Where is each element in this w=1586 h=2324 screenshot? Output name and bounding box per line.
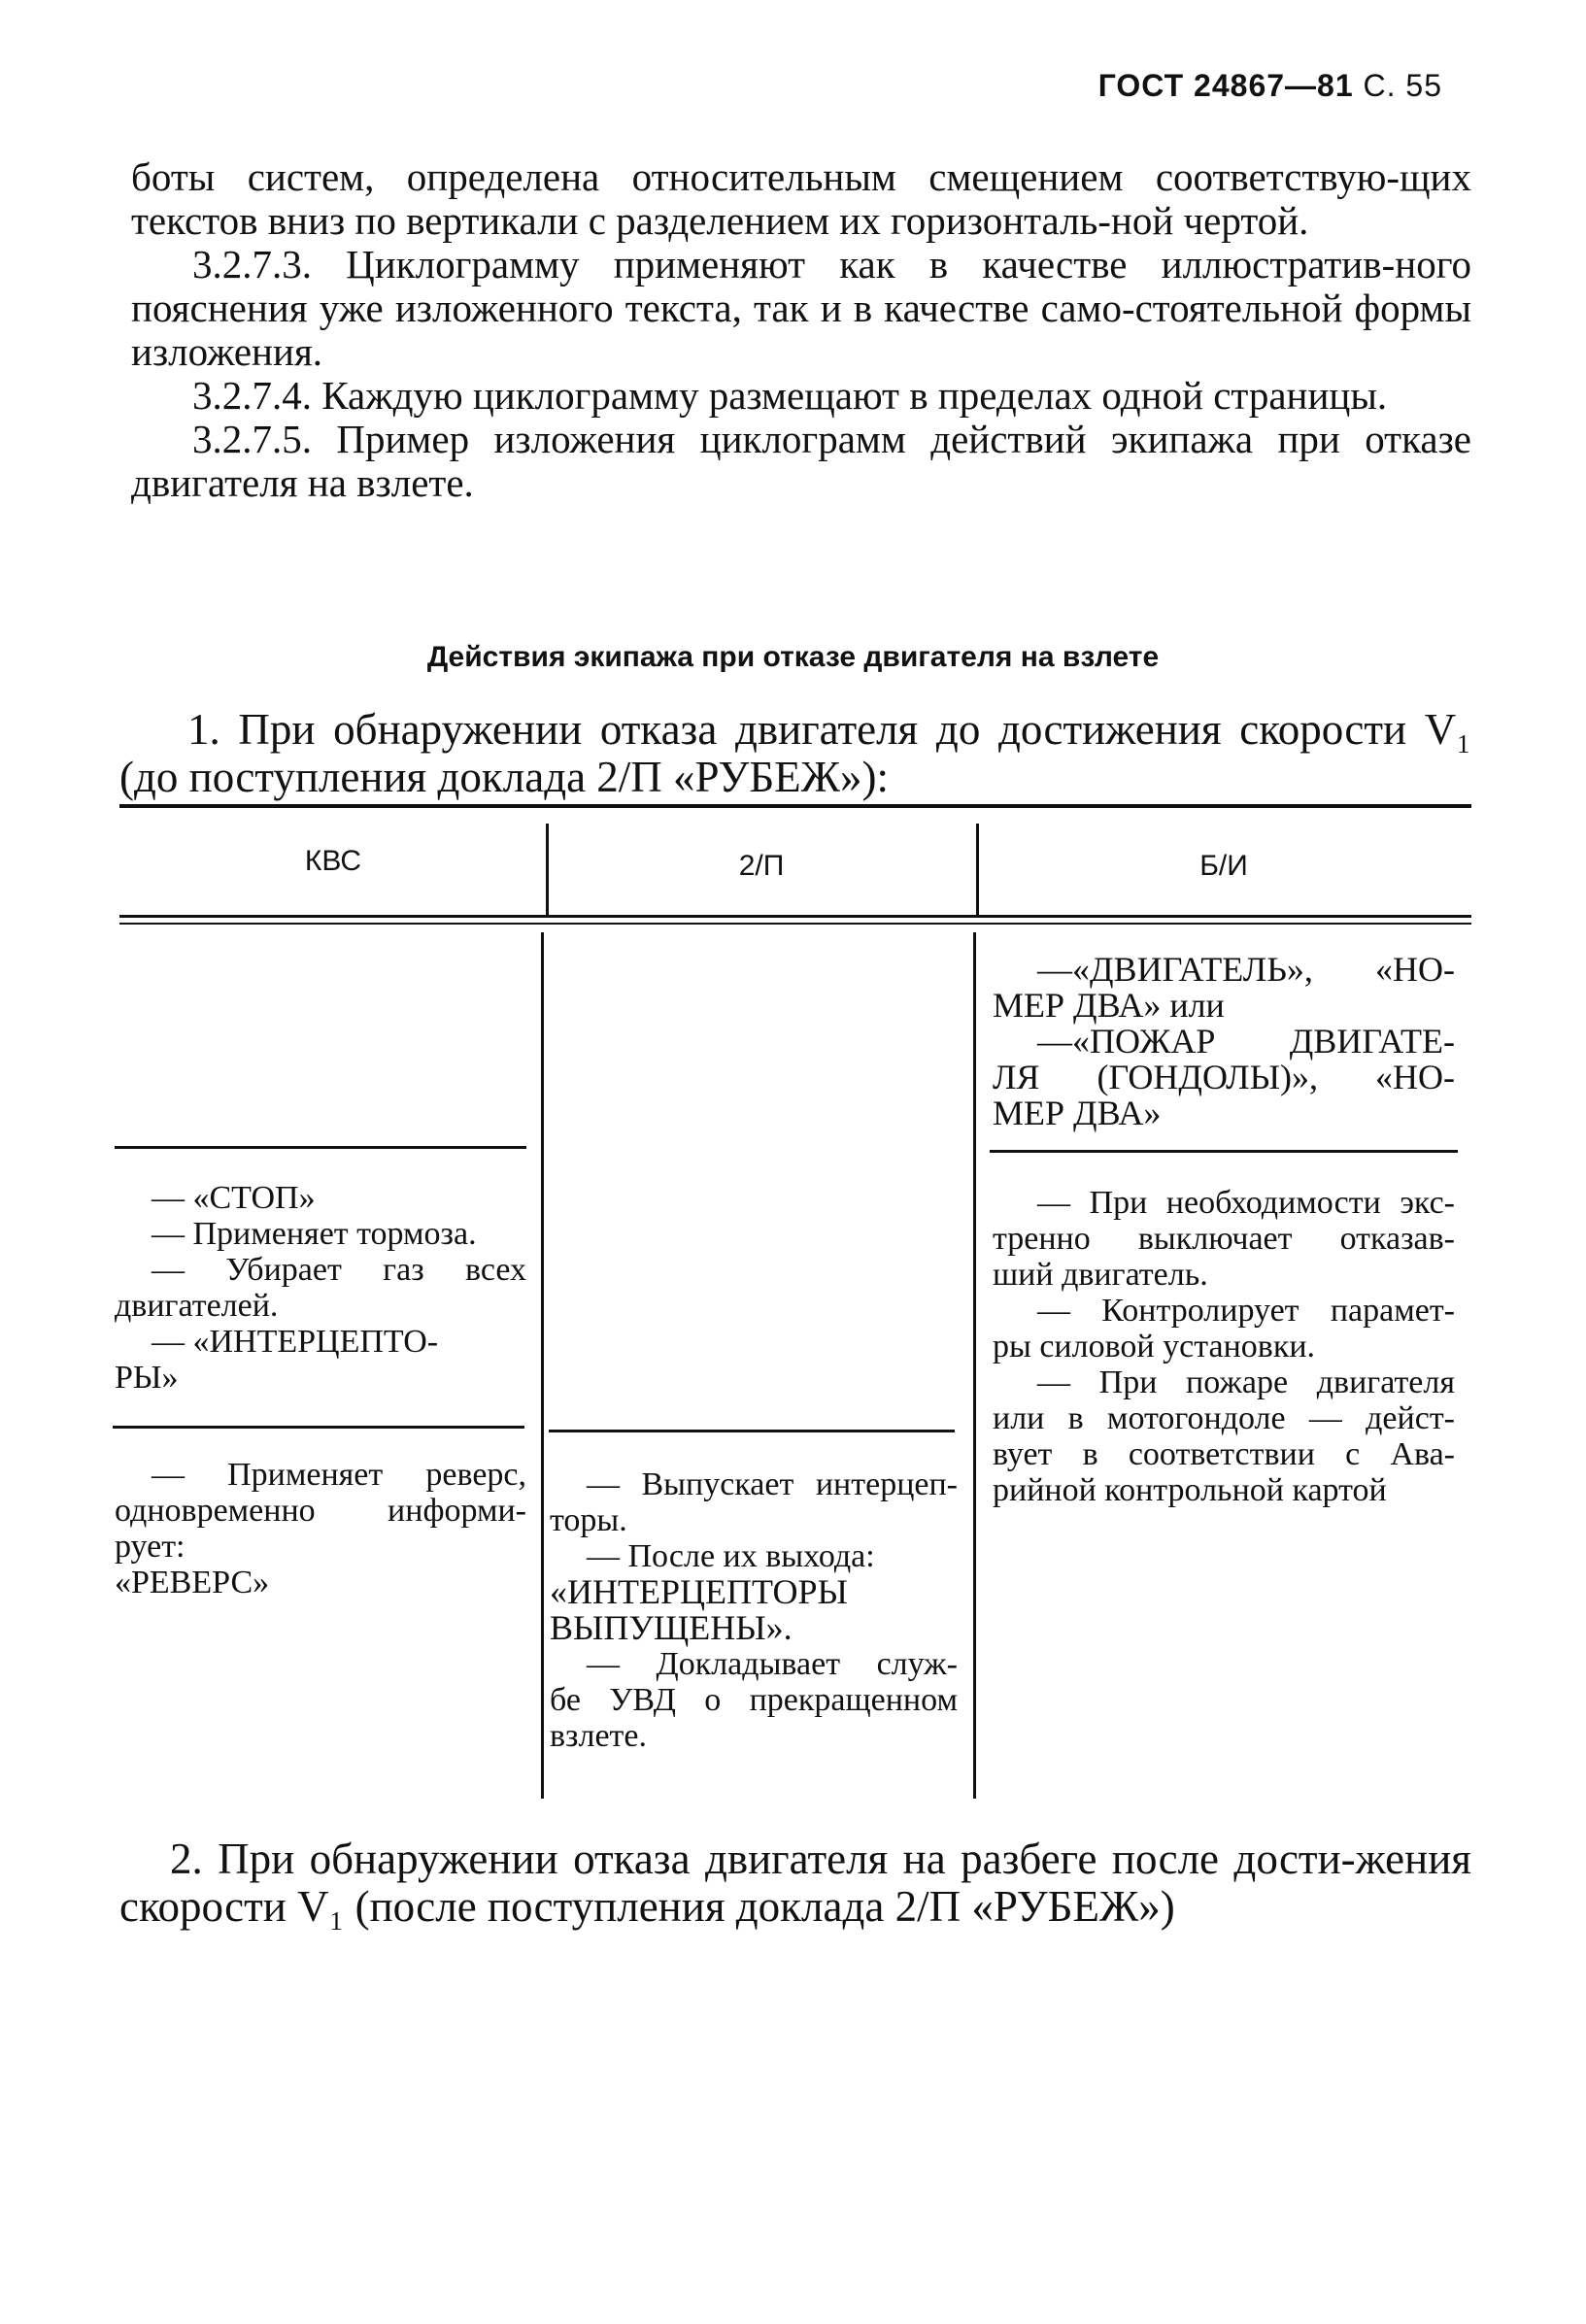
cell-line: взлете. bbox=[550, 1718, 647, 1754]
cell-line: «РЕВЕРС» bbox=[115, 1565, 270, 1600]
cell-line: —«ДВИГАТЕЛЬ», «НО- bbox=[1037, 950, 1455, 989]
cell-line: —«ПОЖАР ДВИГАТЕ- bbox=[1037, 1022, 1455, 1061]
paragraph: 3.2.7.4. Каждую циклограмму размещают в пределах одной страницы. bbox=[192, 373, 1388, 418]
cell-row2-kvs bbox=[115, 1180, 526, 1396]
cell-line: ший двигатель. bbox=[993, 1257, 1208, 1293]
page-header bbox=[1098, 68, 1442, 104]
cell-line: — «СТОП» bbox=[152, 1180, 316, 1216]
cell-line: — Применяет реверс, bbox=[152, 1457, 526, 1493]
cell-line: — При пожаре двигателя bbox=[1037, 1364, 1455, 1400]
row-separator bbox=[113, 1426, 524, 1429]
cell-line: — Докладывает служ- bbox=[587, 1646, 958, 1682]
cell-line: РЫ» bbox=[115, 1360, 179, 1396]
cell-line: — Убирает газ всех bbox=[152, 1252, 526, 1288]
cell-row1-bi bbox=[993, 952, 1455, 1131]
table-top-rule bbox=[119, 804, 1471, 808]
cell-line: — Выпускает интерцеп- bbox=[587, 1466, 958, 1502]
cell-line: — При необходимости экс- bbox=[1037, 1185, 1455, 1221]
row-separator bbox=[990, 1150, 1458, 1153]
case-2-heading: 2. При обнаружении отказа двигателя на разбеге после дости-жения скорости V₁ (после поступления доклада 2/П «РУБЕЖ») bbox=[119, 1835, 1471, 1931]
cell-line: вует в соответствии с Ава- bbox=[993, 1436, 1455, 1472]
cell-row3-2p bbox=[550, 1466, 958, 1754]
header-rule-2 bbox=[119, 923, 1471, 925]
col-header-bi: Б/И bbox=[1199, 850, 1248, 882]
header-rule bbox=[119, 915, 1471, 918]
paragraph: 3.2.7.3. Циклограмму применяют как в качестве иллюстратив-ного пояснения уже изложенного текста, так и в качестве само-стоятельной формы изложения. bbox=[131, 242, 1471, 374]
cell-line: — Контролирует парамет- bbox=[1037, 1293, 1455, 1329]
page-number: С. 55 bbox=[1363, 68, 1442, 103]
paragraph: боты систем, определена относительным смещением соответствую-щих текстов вниз по вертикали с разделением их горизонталь-ной чертой. bbox=[131, 154, 1471, 243]
cell-line: рийной контрольной картой bbox=[993, 1472, 1387, 1508]
cell-line: или в мотогондоле — дейст- bbox=[993, 1400, 1455, 1436]
cell-line: МЕР ДВА» или bbox=[993, 986, 1225, 1025]
cell-row2-bi bbox=[993, 1185, 1455, 1508]
paragraph: 3.2.7.5. Пример изложения циклограмм действий экипажа при отказе двигателя на взлете. bbox=[131, 417, 1471, 505]
cell-line: ВЫПУЩЕНЫ». bbox=[550, 1608, 793, 1647]
cell-line: — «ИНТЕРЦЕПТО- bbox=[152, 1324, 439, 1360]
cell-line: одновременно информи- bbox=[115, 1493, 526, 1529]
cell-line: — Применяет тормоза. bbox=[152, 1216, 477, 1252]
row-separator bbox=[549, 1430, 955, 1432]
col-header-kvs: КВС bbox=[304, 845, 362, 877]
section-title: Действия экипажа при отказе двигателя на взлете bbox=[426, 641, 1160, 673]
cell-line: ЛЯ (ГОНДОЛЫ)», «НО- bbox=[993, 1058, 1455, 1096]
case-1-heading: 1. При обнаружении отказа двигателя до достижения скорости V₁ (до поступления доклада 2/П «РУБЕЖ»): bbox=[119, 705, 1471, 801]
cell-row3-kvs bbox=[115, 1457, 526, 1600]
cell-line: рует: bbox=[115, 1529, 186, 1565]
intro-text bbox=[131, 155, 1471, 505]
doc-ref: ГОСТ 24867—81 bbox=[1097, 68, 1354, 103]
row-separator bbox=[115, 1146, 526, 1149]
cell-line: тренно выключает отказав- bbox=[993, 1221, 1455, 1257]
cell-line: МЕР ДВА» bbox=[993, 1094, 1162, 1132]
cell-line: двигателей. bbox=[115, 1288, 279, 1324]
col-divider bbox=[973, 932, 976, 1799]
col-header-2p: 2/П bbox=[738, 850, 785, 882]
cell-line: — После их выхода: bbox=[587, 1538, 875, 1574]
cell-line: ры силовой установки. bbox=[993, 1329, 1316, 1364]
cell-line: торы. bbox=[550, 1502, 627, 1538]
cell-line: бе УВД о прекращенном bbox=[550, 1682, 958, 1718]
cell-line: «ИНТЕРЦЕПТОРЫ bbox=[550, 1572, 848, 1611]
col-divider bbox=[541, 932, 544, 1799]
